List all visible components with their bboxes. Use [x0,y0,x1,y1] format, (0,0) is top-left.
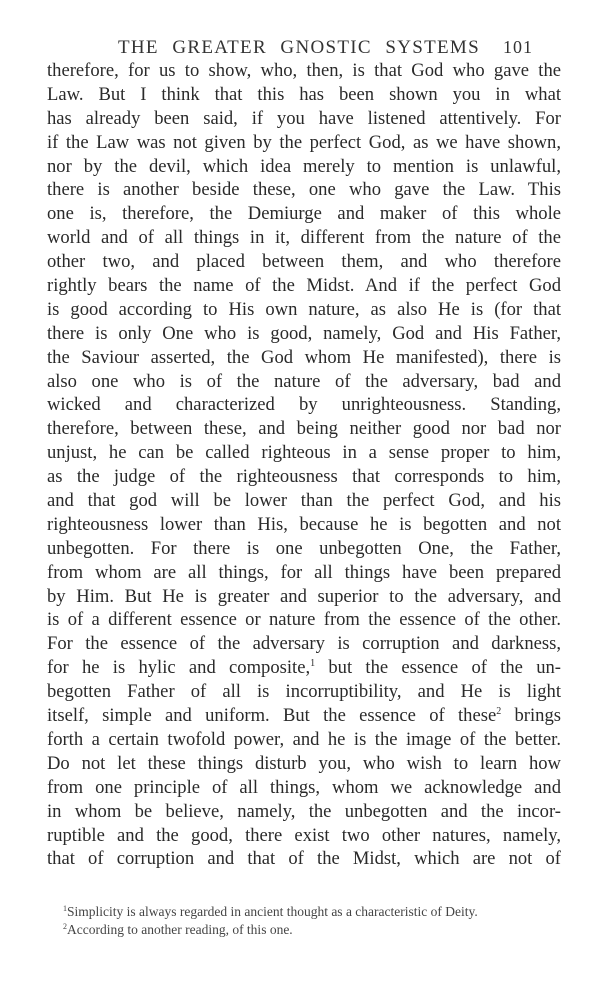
line-text: if the Law was not given by the perfect God, as we have shown, [47,131,561,153]
line-text: the Saviour asserted, the God whom He manifested), there is [47,346,561,368]
text-line [47,322,561,346]
text-line [47,585,561,609]
line-text: from whom are all things, for all things have been prepared [47,561,561,583]
footnote-2 [63,921,293,939]
line-text: other two, and placed between them, and who therefore [47,251,561,273]
text-line [47,298,561,322]
text-line [47,202,561,226]
line-text: by Him. But He is greater and superior to the adversary, and [47,585,561,607]
line-segment: brings [501,705,561,727]
line-text: from one principle of all things, whom we acknowledge and [47,776,561,798]
line-text: unjust, he can be called righteous in a sense proper to him, [47,442,561,464]
page-number: 101 [503,37,533,57]
text-line [47,704,561,728]
footnote-text: Simplicity is always regarded in ancient thought as a characteristic of Deity. [67,904,478,919]
line-text: righteousness lower than His, because he is begotten and not [47,513,561,535]
footnote-text: According to another reading, of this one. [67,922,293,937]
text-line [47,250,561,274]
line-text [47,657,561,678]
text-line [47,393,561,417]
text-line [47,537,561,561]
line-text: therefore, between these, and being neither good nor bad nor [47,418,561,440]
line-segment: itself, simple and uniform. But the essence of these [47,705,497,727]
line-text: therefore, for us to show, who, then, is that God who gave the [47,60,561,81]
line-text: is good according to His own nature, as also He is (for that [47,298,561,320]
line-text: that of corruption and that of the Midst, which are not of [47,848,561,870]
text-line [47,824,561,848]
footnote-mark: 1 [63,904,67,913]
text-line [47,59,561,83]
text-line [47,847,561,871]
line-text: is of a different essence or nature from the essence of the other. [47,609,561,631]
text-line [47,800,561,824]
text-line [47,608,561,632]
line-text: forth a certain twofold power, and he is the image of the better. [47,728,561,750]
body-text [47,59,561,871]
text-line [47,752,561,776]
line-text: begotten Father of all is incorruptibility, and He is light [47,681,561,703]
text-line [47,178,561,202]
line-text: has already been said, if you have listened attentively. For [47,107,561,129]
text-line [47,370,561,394]
line-text: world and of all things in it, different from the nature of the [47,227,561,249]
footnote-1 [63,903,478,921]
line-text: also one who is of the nature of the adversary, bad and [47,370,561,392]
line-text: there is another beside these, one who gave the Law. This [47,179,561,201]
text-line [47,465,561,489]
line-text: unbegotten. For there is one unbegotten One, the Father, [47,537,561,559]
line-text: there is only One who is good, namely, God and His Father, [47,322,561,344]
line-text: ruptible and the good, there exist two other natures, namely, [47,824,561,846]
running-header [0,37,607,61]
text-line [47,346,561,370]
text-line [47,728,561,752]
line-text: as the judge of the righteousness that corresponds to him, [47,466,561,488]
text-line [47,131,561,155]
text-line [47,226,561,250]
text-line [47,656,561,680]
text-line [47,274,561,298]
line-text: rightly bears the name of the Midst. And if the perfect God [47,275,561,297]
text-line [47,632,561,656]
footnote-ref: 2 [496,706,502,718]
line-text: wicked and characterized by unrighteousness. Standing, [47,394,561,416]
text-line [47,680,561,704]
running-title: THE GREATER GNOSTIC SYSTEMS [118,37,480,58]
line-text: Do not let these things disturb you, who wish to learn how [47,752,561,774]
text-line [47,513,561,537]
line-segment: for he is hylic and composite, [47,657,311,679]
line-text: one is, therefore, the Demiurge and maker of this whole [47,203,561,225]
text-line [47,155,561,179]
text-line [47,441,561,465]
line-segment: but the essence of the un- [315,657,561,679]
line-text: and that god will be lower than the perfect God, and his [47,490,561,512]
text-line [47,417,561,441]
text-line [47,561,561,585]
footnote-mark: 2 [63,922,67,931]
line-text: For the essence of the adversary is corruption and darkness, [47,633,561,655]
text-line [47,489,561,513]
line-text: in whom be believe, namely, the unbegotten and the incor- [47,800,561,822]
text-line [47,776,561,800]
text-line [47,107,561,131]
text-line [47,83,561,107]
line-text [47,705,561,726]
footnote-ref: 1 [310,658,316,670]
line-text: nor by the devil, which idea merely to mention is unlawful, [47,155,561,177]
line-text: Law. But I think that this has been shown you in what [47,83,561,105]
